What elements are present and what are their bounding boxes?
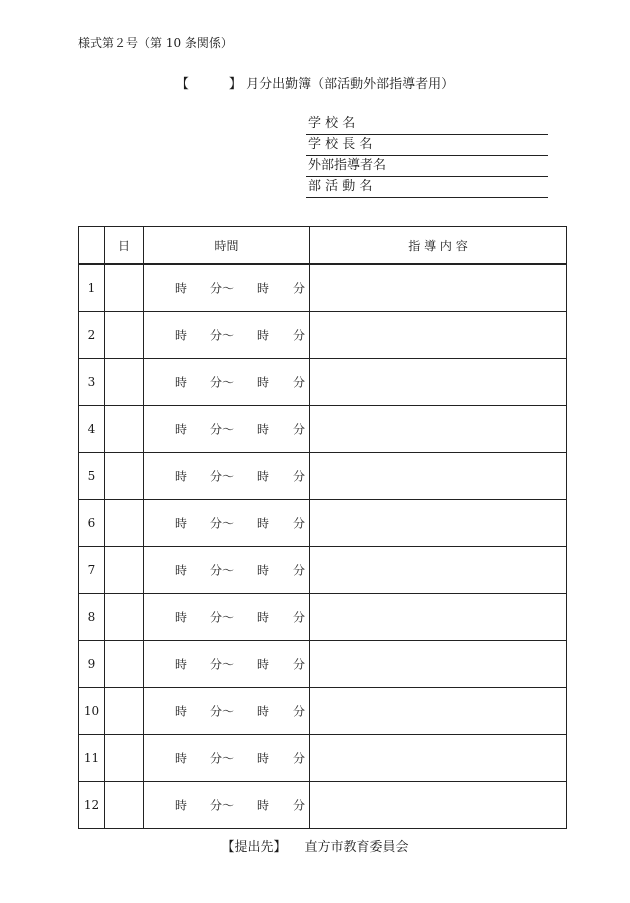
hour-start-label: 時 (175, 610, 188, 625)
day-cell[interactable] (105, 782, 144, 829)
club-name-field[interactable] (306, 177, 548, 198)
day-cell[interactable] (105, 594, 144, 641)
hour-start-label: 時 (175, 281, 188, 296)
minute-end-label: 分 (293, 375, 306, 390)
row-number: 3 (79, 359, 105, 406)
content-cell[interactable] (310, 406, 567, 453)
minute-end-label: 分 (293, 657, 306, 672)
day-cell[interactable] (105, 547, 144, 594)
hour-start-label: 時 (175, 328, 188, 343)
hour-end-label: 時 (257, 328, 270, 343)
submit-value: 直方市教育委員会 (304, 840, 409, 855)
day-cell[interactable] (105, 688, 144, 735)
field-label: 部 活 動 名 (308, 179, 373, 194)
hour-end-label: 時 (257, 281, 270, 296)
minute-start-label: 分～ (210, 610, 235, 625)
hour-end-label: 時 (257, 375, 270, 390)
title-bracket-close: 】 (228, 77, 242, 92)
table-row (79, 641, 567, 688)
hour-start-label: 時 (175, 563, 188, 578)
hour-end-label: 時 (257, 516, 270, 531)
minute-end-label: 分 (293, 281, 306, 296)
hour-end-label: 時 (257, 751, 270, 766)
hour-end-label: 時 (257, 469, 270, 484)
info-block (306, 114, 548, 198)
hour-start-label: 時 (175, 657, 188, 672)
content-cell[interactable] (310, 453, 567, 500)
row-number: 10 (79, 688, 105, 735)
minute-end-label: 分 (293, 328, 306, 343)
row-number: 2 (79, 312, 105, 359)
day-cell[interactable] (105, 500, 144, 547)
attendance-table (78, 226, 567, 829)
day-cell[interactable] (105, 312, 144, 359)
row-number: 12 (79, 782, 105, 829)
content-cell[interactable] (310, 641, 567, 688)
title-bracket-open: 【 (175, 77, 189, 92)
header-time: 時間 (144, 227, 310, 265)
minute-start-label: 分～ (210, 657, 235, 672)
table-row (79, 264, 567, 312)
content-cell[interactable] (310, 688, 567, 735)
header-number (79, 227, 105, 265)
hour-end-label: 時 (257, 422, 270, 437)
header-content: 指 導 内 容 (310, 227, 567, 265)
minute-end-label: 分 (293, 563, 306, 578)
hour-end-label: 時 (257, 610, 270, 625)
submit-destination (0, 836, 630, 855)
content-cell[interactable] (310, 500, 567, 547)
row-number: 1 (79, 264, 105, 312)
table-row (79, 688, 567, 735)
table-row (79, 406, 567, 453)
row-number: 9 (79, 641, 105, 688)
minute-end-label: 分 (293, 610, 306, 625)
minute-start-label: 分～ (210, 328, 235, 343)
row-number: 6 (79, 500, 105, 547)
minute-end-label: 分 (293, 516, 306, 531)
content-cell[interactable] (310, 312, 567, 359)
table-header-row (79, 227, 567, 265)
row-number: 11 (79, 735, 105, 782)
content-cell[interactable] (310, 264, 567, 312)
minute-start-label: 分～ (210, 469, 235, 484)
time-cell[interactable] (144, 735, 310, 782)
hour-end-label: 時 (257, 657, 270, 672)
day-cell[interactable] (105, 359, 144, 406)
minute-end-label: 分 (293, 798, 306, 813)
content-cell[interactable] (310, 547, 567, 594)
minute-start-label: 分～ (210, 281, 235, 296)
time-cell[interactable] (144, 641, 310, 688)
content-cell[interactable] (310, 735, 567, 782)
row-number: 4 (79, 406, 105, 453)
time-cell[interactable] (144, 782, 310, 829)
table-row (79, 500, 567, 547)
minute-start-label: 分～ (210, 516, 235, 531)
minute-end-label: 分 (293, 469, 306, 484)
hour-start-label: 時 (175, 798, 188, 813)
time-cell[interactable] (144, 406, 310, 453)
table-row (79, 453, 567, 500)
hour-end-label: 時 (257, 798, 270, 813)
day-cell[interactable] (105, 641, 144, 688)
table-row (79, 312, 567, 359)
header-day: 日 (105, 227, 144, 265)
row-number: 5 (79, 453, 105, 500)
field-label: 学 校 名 (308, 116, 356, 131)
table-row (79, 735, 567, 782)
table-row (79, 547, 567, 594)
table-row (79, 359, 567, 406)
minute-start-label: 分～ (210, 704, 235, 719)
day-cell[interactable] (105, 406, 144, 453)
content-cell[interactable] (310, 594, 567, 641)
minute-start-label: 分～ (210, 375, 235, 390)
time-cell[interactable] (144, 453, 310, 500)
day-cell[interactable] (105, 264, 144, 312)
time-cell[interactable] (144, 264, 310, 312)
principal-name-field[interactable] (306, 135, 548, 156)
time-cell[interactable] (144, 312, 310, 359)
day-cell[interactable] (105, 735, 144, 782)
content-cell[interactable] (310, 782, 567, 829)
content-cell[interactable] (310, 359, 567, 406)
time-cell[interactable] (144, 594, 310, 641)
hour-start-label: 時 (175, 469, 188, 484)
hour-start-label: 時 (175, 422, 188, 437)
time-cell[interactable] (144, 688, 310, 735)
hour-end-label: 時 (257, 563, 270, 578)
row-number: 7 (79, 547, 105, 594)
time-cell[interactable] (144, 547, 310, 594)
table-row (79, 782, 567, 829)
hour-start-label: 時 (175, 751, 188, 766)
instructor-name-field[interactable] (306, 156, 548, 177)
minute-start-label: 分～ (210, 751, 235, 766)
row-number: 8 (79, 594, 105, 641)
form-number: 様式第２号（第 10 条関係） (78, 36, 233, 50)
document-title (0, 73, 630, 92)
time-cell[interactable] (144, 500, 310, 547)
hour-start-label: 時 (175, 516, 188, 531)
hour-end-label: 時 (257, 704, 270, 719)
title-text: 月分出勤簿（部活動外部指導者用） (246, 77, 455, 92)
field-label: 学 校 長 名 (308, 137, 373, 152)
submit-label: 【提出先】 (221, 840, 287, 855)
time-cell[interactable] (144, 359, 310, 406)
minute-end-label: 分 (293, 704, 306, 719)
field-label: 外部指導者名 (308, 158, 387, 173)
minute-start-label: 分～ (210, 422, 235, 437)
day-cell[interactable] (105, 453, 144, 500)
hour-start-label: 時 (175, 375, 188, 390)
school-name-field[interactable] (306, 114, 548, 135)
minute-end-label: 分 (293, 751, 306, 766)
minute-start-label: 分～ (210, 798, 235, 813)
hour-start-label: 時 (175, 704, 188, 719)
minute-start-label: 分～ (210, 563, 235, 578)
minute-end-label: 分 (293, 422, 306, 437)
table-row (79, 594, 567, 641)
